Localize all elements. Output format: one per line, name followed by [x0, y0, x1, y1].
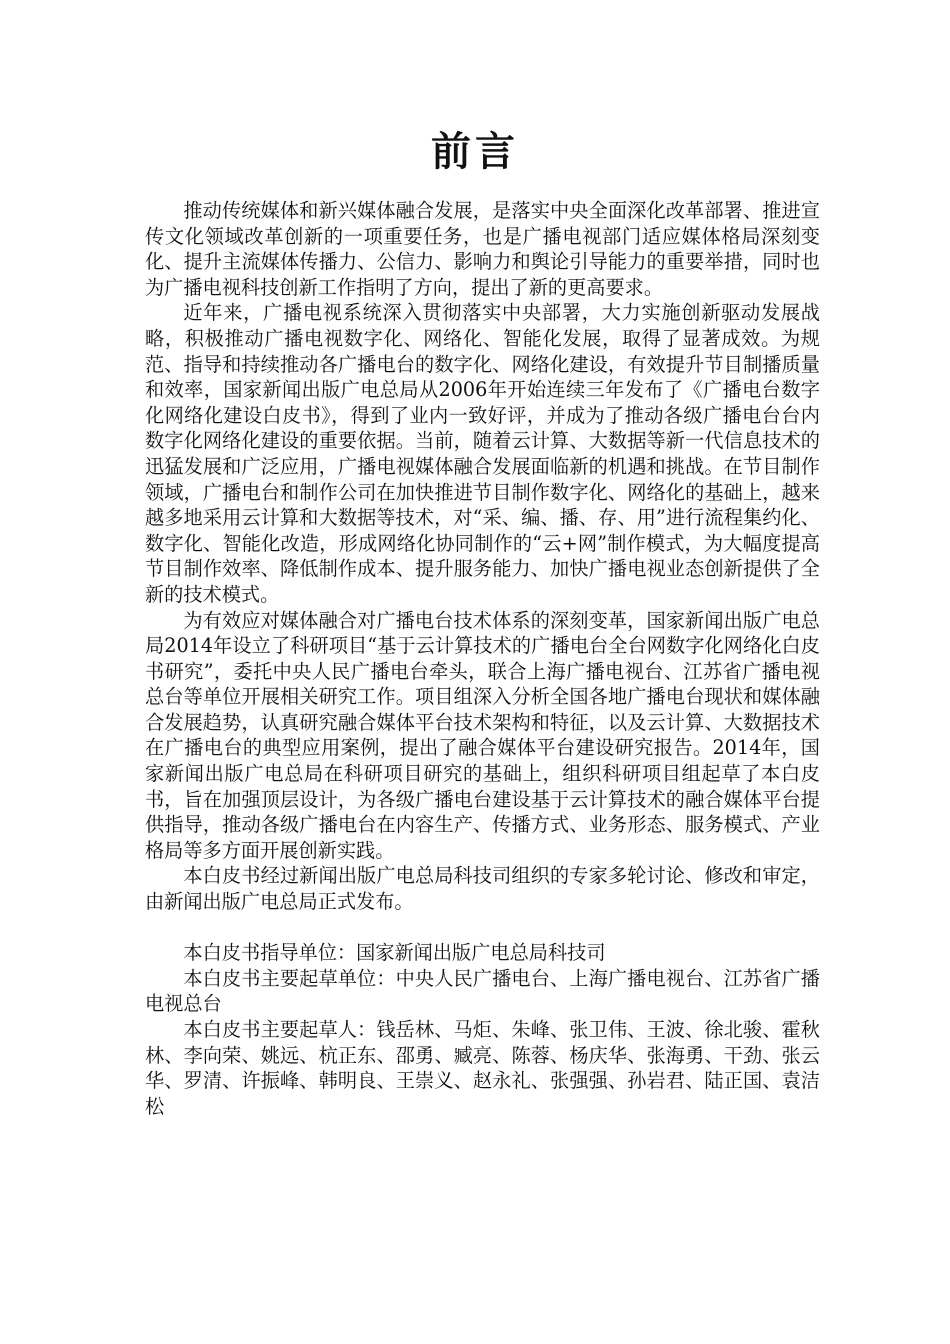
credit-drafting-units: 本白皮书主要起草单位：中央人民广播电台、上海广播电视台、江苏省广播电视总台: [145, 966, 820, 1016]
paragraph-3: 为有效应对媒体融合对广播电台技术体系的深刻变革，国家新闻出版广电总局2014年设立了科研项目“基于云计算技术的广播电台全台网数字化网络化白皮书研究”，委托中央人民广播电台牵头，联合上海广播电视台、江苏省广播电视总台等单位开展相关研究工作。项目组深入分析全国各地广播电台现状和媒体融合发展趋势，认真研究融合媒体平台技术架构和特征，以及云计算、大数据技术在广播电台的典型应用案例，提出了融合媒体平台建设研究报告。2014年，国家新闻出版广电总局在科研项目研究的基础上，组织科研项目组起草了本白皮书，旨在加强顶层设计，为各级广播电台建设基于云计算技术的融合媒体平台提供指导，推动各级广播电台在内容生产、传播方式、业务形态、服务模式、产业格局等多方面开展创新实践。: [145, 608, 820, 862]
paragraph-2: 近年来，广播电视系统深入贯彻落实中央部署，大力实施创新驱动发展战略，积极推动广播电视数字化、网络化、智能化发展，取得了显著成效。为规范、指导和持续推动各广播电台的数字化、网络化建设，有效提升节目制播质量和效率，国家新闻出版广电总局从2006年开始连续三年发布了《广播电台数字化网络化建设白皮书》，得到了业内一致好评，并成为了推动各级广播电台台内数字化网络化建设的重要依据。当前，随着云计算、大数据等新一代信息技术的迅猛发展和广泛应用，广播电视媒体融合发展面临新的机遇和挑战。在节目制作领域，广播电台和制作公司在加快推进节目制作数字化、网络化的基础上，越来越多地采用云计算和大数据等技术，对“采、编、播、存、用”进行流程集约化、数字化、智能化改造，形成网络化协同制作的“云+网”制作模式，为大幅度提高节目制作效率、降低制作成本、提升服务能力、加快广播电视业态创新提供了全新的技术模式。: [145, 301, 820, 606]
document-body: [145, 198, 820, 1119]
credit-drafters: 本白皮书主要起草人：钱岳林、马炬、朱峰、张卫伟、王波、徐北骏、霍秋林、李向荣、姚远、杭正东、邵勇、臧亮、陈蓉、杨庆华、张海勇、干劲、张云华、罗清、许振峰、韩明良、王崇义、赵永礼、张强强、孙岩君、陆正国、袁洁松: [145, 1018, 820, 1118]
credit-guiding-unit: 本白皮书指导单位：国家新闻出版广电总局科技司: [183, 941, 606, 965]
page-title: 前言: [431, 129, 519, 175]
paragraph-4: 本白皮书经过新闻出版广电总局科技司组织的专家多轮讨论、修改和审定，由新闻出版广电总局正式发布。: [145, 864, 820, 914]
paragraph-1: 推动传统媒体和新兴媒体融合发展，是落实中央全面深化改革部署、推进宣传文化领域改革创新的一项重要任务，也是广播电视部门适应媒体格局深刻变化、提升主流媒体传播力、公信力、影响力和舆论引导能力的重要举措，同时也为广播电视科技创新工作指明了方向，提出了新的更高要求。: [145, 199, 820, 299]
